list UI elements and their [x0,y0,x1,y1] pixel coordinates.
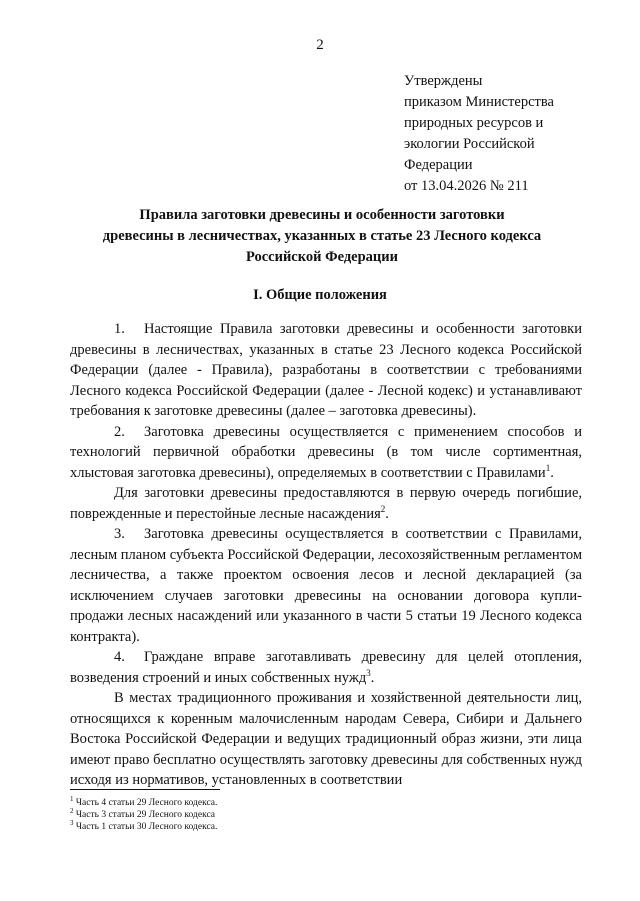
title-line: Российской Федерации [245,249,398,265]
footnote-text: Часть 3 статьи 29 Лесного кодекса [75,810,215,820]
approval-line: приказом Министерства [404,94,554,110]
footnote [70,806,470,821]
approval-block [404,71,624,197]
paragraph-text: Заготовка древесины осуществляется с применением способов и технологий первичной обработки древесины (в том числе сортиментная, хлыстовая заготовка древесины), определяемых в соответствии с Правилами [70,423,582,481]
footnote-reference: 3 [366,667,371,678]
paragraph-text: Граждане вправе заготавливать древесину для целей отопления, возведения строений и иных собственных нужд [70,649,582,686]
paragraph-number: 1. [114,321,125,337]
paragraph-text: Заготовка древесины осуществляется в соответствии с Правилами, лесным планом субъекта Российской Федерации, лесохозяйственным регламентом лесничества, а также проектом освоения лесов и лесной декларацией (за исключением случаев заготовки древесины на основании договора купли-продажи лесных насаждений или указанного в части 5 статьи 19 Лесного кодекса контракта). [70,526,582,645]
document-title [80,205,564,268]
document-body [70,319,582,791]
paragraph-tail: . [550,464,554,481]
footnote-text: Часть 4 статьи 29 Лесного кодекса. [75,798,218,808]
paragraph-text: В местах традиционного проживания и хозяйственной деятельности лиц, относящихся к коренным малочисленным народам Севера, Сибири и Дальнего Востока Российской Федерации и ведущих традиционный образ жизни, эти лица имеют право бесплатно осуществлять заготовку древесины для собственных нужд исходя из нормативов, установленных в соответствии [70,690,582,788]
footnote-reference: 1 [545,462,551,473]
footnote-text: Часть 1 статьи 30 Лесного кодекса. [75,822,218,832]
paragraph [70,319,582,422]
paragraph-number: 2. [114,423,125,440]
paragraph [70,524,582,647]
approval-line: от 13.04.2026 № 211 [404,178,529,194]
paragraph-tail: . [370,669,375,686]
footnote-separator [70,789,220,790]
paragraph [70,647,582,688]
paragraph [70,483,582,524]
paragraph-number: 4. [114,649,125,665]
paragraph [70,422,582,484]
title-line: Правила заготовки древесины и особенности заготовки [139,207,505,223]
paragraph-tail: . [385,505,389,522]
footnote-mark: 1 [70,794,74,803]
approval-line: Федерации [404,157,473,173]
footnote [70,794,470,809]
title-line: древесины в лесничествах, указанных в статье 23 Лесного кодекса [102,228,542,244]
approval-line: экологии Российской [404,136,535,152]
footnote [70,818,470,833]
paragraph-text: Для заготовки древесины предоставляются в первую очередь погибшие, поврежденные и перестойные лесные насаждения [70,485,582,522]
paragraph-number: 3. [114,526,125,542]
paragraph-text: Настоящие Правила заготовки древесины и особенности заготовки древесины в лесничествах, указанных в статье 23 Лесного кодекса Российской Федерации (далее - Правила), разработаны в соответствии с требованиями Лесного кодекса Российской Федерации (далее - Лесной кодекс) и устанавливают требования к заготовке древесины (далее – заготовка древесины). [70,321,582,419]
page-number: 2 [316,37,324,53]
paragraph [70,688,582,791]
footnote-mark: 3 [70,818,74,827]
footnote-mark: 2 [70,806,74,815]
section-heading: I. Общие положения [253,287,387,303]
approval-line: Утверждены [404,73,483,89]
footnotes [70,794,470,833]
footnote-reference: 2 [380,503,386,514]
approval-line: природных ресурсов и [404,115,544,131]
